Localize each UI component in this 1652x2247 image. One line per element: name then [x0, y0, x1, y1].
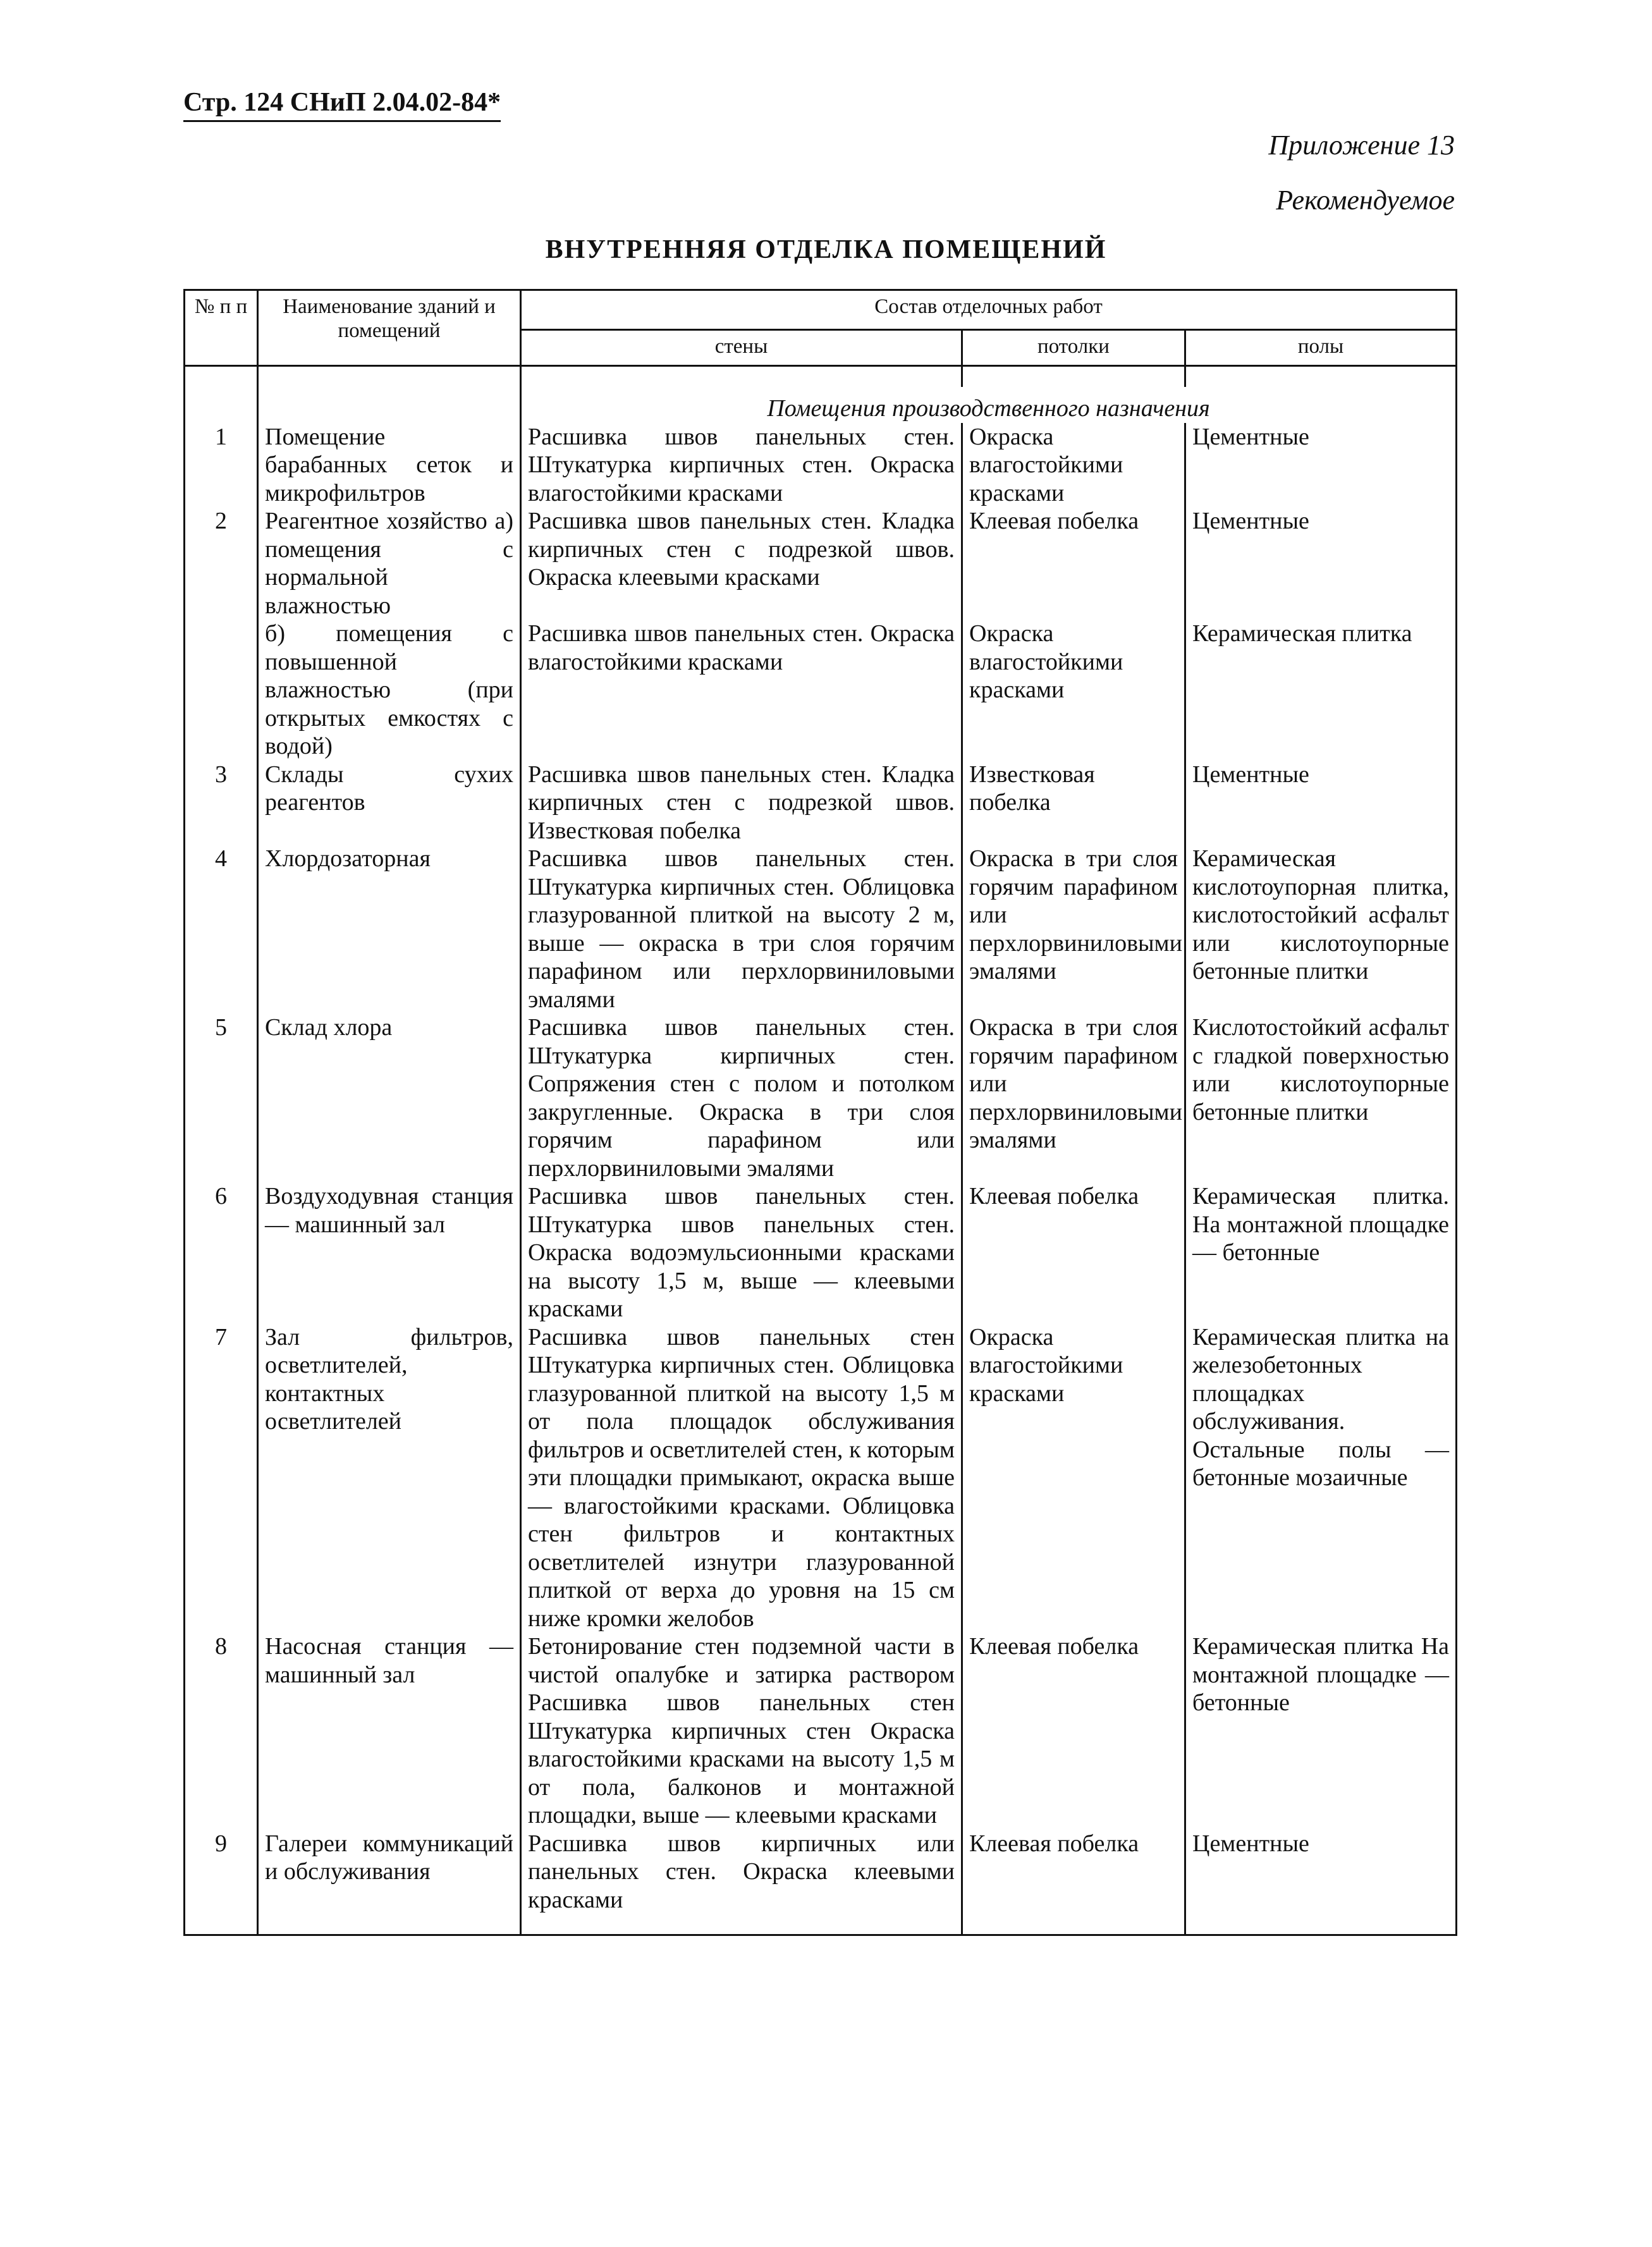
table-row	[185, 761, 1457, 845]
row-number	[185, 620, 258, 761]
section-title: Помещения производственного назначения	[521, 387, 1457, 423]
floors-finish: Кислотостойкий асфальт с гладкой поверхностью или кислотоупорные бетонные плитки	[1185, 1013, 1457, 1182]
row-number: 7	[185, 1323, 258, 1633]
room-name: Реагентное хозяйство а) помещения с нормальной влажностью	[258, 507, 521, 620]
walls-finish: Расшивка швов панельных стен. Кладка кирпичных стен с подрезкой швов. Известковая побелка	[521, 761, 962, 845]
ceilings-finish: Известковая побелка	[962, 761, 1185, 845]
section-row	[185, 387, 1457, 423]
interior-finish-table	[183, 289, 1457, 1936]
room-name: Галереи коммуникаций и обслуживания	[258, 1830, 521, 1935]
ceilings-finish: Клеевая побелка	[962, 1632, 1185, 1830]
column-header-number: № п п	[185, 290, 258, 366]
ceilings-finish: Окраска влагостойкими красками	[962, 1323, 1185, 1633]
room-name: Зал фильтров, осветлителей, контактных осветлителей	[258, 1323, 521, 1633]
walls-finish: Бетонирование стен подземной части в чистой опалубке и затирка раствором Расшивка швов панельных стен Штукатурка кирпичных стен Окраска влагостойкими красками на высоту 1,5 м от пола, балконов и монтажной площадки, выше — клеевыми красками	[521, 1632, 962, 1830]
table-row	[185, 845, 1457, 1013]
walls-finish: Расшивка швов кирпичных или панельных стен. Окраска клеевыми красками	[521, 1830, 962, 1935]
walls-finish: Расшивка швов панельных стен Штукатурка кирпичных стен. Облицовка глазурованной плиткой на высоту 1,5 м от пола площадок обслуживания фильтров и осветлителей стен, к которым эти площадки примыкают, окраска выше — влагостойкими красками. Облицовка стен фильтров и контактных осветлителей изнутри глазурованной плиткой от верха до уровня на 15 см ниже кромки желобов	[521, 1323, 962, 1633]
room-name: Воздуходувная станция — машинный зал	[258, 1182, 521, 1323]
table-row	[185, 507, 1457, 620]
row-number: 4	[185, 845, 258, 1013]
row-number: 1	[185, 423, 258, 508]
table-row	[185, 620, 1457, 761]
table-row	[185, 1830, 1457, 1935]
column-header-name: Наименование зданий и помещений	[258, 290, 521, 366]
walls-finish: Расшивка швов панельных стен. Штукатурка кирпичных стен. Окраска влагостойкими красками	[521, 423, 962, 508]
room-name: Склад хлора	[258, 1013, 521, 1182]
column-header-finishing-works: Состав отделочных работ	[521, 290, 1457, 330]
page-reference: Стр. 124 СНиП 2.04.02-84*	[183, 87, 501, 122]
table-row	[185, 1323, 1457, 1633]
walls-finish: Расшивка швов панельных стен. Штукатурка швов панельных стен. Окраска водоэмульсионными красками на высоту 1,5 м, выше — клеевыми красками	[521, 1182, 962, 1323]
document-title: ВНУТРЕННЯЯ ОТДЕЛКА ПОМЕЩЕНИЙ	[545, 235, 1107, 264]
floors-finish: Цементные	[1185, 1830, 1457, 1935]
table-row	[185, 1182, 1457, 1323]
floors-finish: Керамическая плитка На монтажной площадке — бетонные	[1185, 1632, 1457, 1830]
row-number: 6	[185, 1182, 258, 1323]
floors-finish: Керамическая плитка	[1185, 620, 1457, 761]
room-name: б) помещения с повышенной влажностью (при открытых емкостях с водой)	[258, 620, 521, 761]
column-header-ceilings: потолки	[962, 330, 1185, 366]
ceilings-finish: Окраска в три слоя горячим парафином или перхлорвиниловыми эмалями	[962, 845, 1185, 1013]
floors-finish: Цементные	[1185, 507, 1457, 620]
ceilings-finish: Окраска в три слоя горячим парафином или перхлорвиниловыми эмалями	[962, 1013, 1185, 1182]
walls-finish: Расшивка швов панельных стен. Штукатурка кирпичных стен. Облицовка глазурованной плиткой на высоту 2 м, выше — окраска в три слоя горячим парафином или перхлорвиниловыми эмалями	[521, 845, 962, 1013]
table-row	[185, 423, 1457, 508]
room-name: Хлордозаторная	[258, 845, 521, 1013]
floors-finish: Цементные	[1185, 761, 1457, 845]
column-header-floors: полы	[1185, 330, 1457, 366]
table-row	[185, 1013, 1457, 1182]
row-number: 3	[185, 761, 258, 845]
ceilings-finish: Клеевая побелка	[962, 1830, 1185, 1935]
row-number: 9	[185, 1830, 258, 1935]
room-name: Насосная станция — машинный зал	[258, 1632, 521, 1830]
row-number: 8	[185, 1632, 258, 1830]
room-name: Склады сухих реагентов	[258, 761, 521, 845]
row-number: 5	[185, 1013, 258, 1182]
floors-finish: Керамическая кислотоупорная плитка, кислотостойкий асфальт или кислотоупорные бетонные плитки	[1185, 845, 1457, 1013]
floors-finish: Цементные	[1185, 423, 1457, 508]
ceilings-finish: Клеевая побелка	[962, 1182, 1185, 1323]
ceilings-finish: Окраска влагостойкими красками	[962, 620, 1185, 761]
ceilings-finish: Окраска влагостойкими красками	[962, 423, 1185, 508]
table-body	[185, 366, 1457, 1935]
recommended-label: Рекомендуемое	[1276, 185, 1455, 216]
walls-finish: Расшивка швов панельных стен. Кладка кирпичных стен с подрезкой швов. Окраска клеевыми красками	[521, 507, 962, 620]
floors-finish: Керамическая плитка на железобетонных площадках обслуживания. Остальные полы — бетонные мозаичные	[1185, 1323, 1457, 1633]
row-number: 2	[185, 507, 258, 620]
appendix-label: Приложение 13	[1268, 130, 1455, 161]
table-row	[185, 1632, 1457, 1830]
walls-finish: Расшивка швов панельных стен. Окраска влагостойкими красками	[521, 620, 962, 761]
walls-finish: Расшивка швов панельных стен. Штукатурка кирпичных стен. Сопряжения стен с полом и потолком закругленные. Окраска в три слоя горячим парафином или перхлорвиниловыми эмалями	[521, 1013, 962, 1182]
room-name: Помещение барабанных сеток и микрофильтров	[258, 423, 521, 508]
floors-finish: Керамическая плитка. На монтажной площадке — бетонные	[1185, 1182, 1457, 1323]
column-header-walls: стены	[521, 330, 962, 366]
ceilings-finish: Клеевая побелка	[962, 507, 1185, 620]
